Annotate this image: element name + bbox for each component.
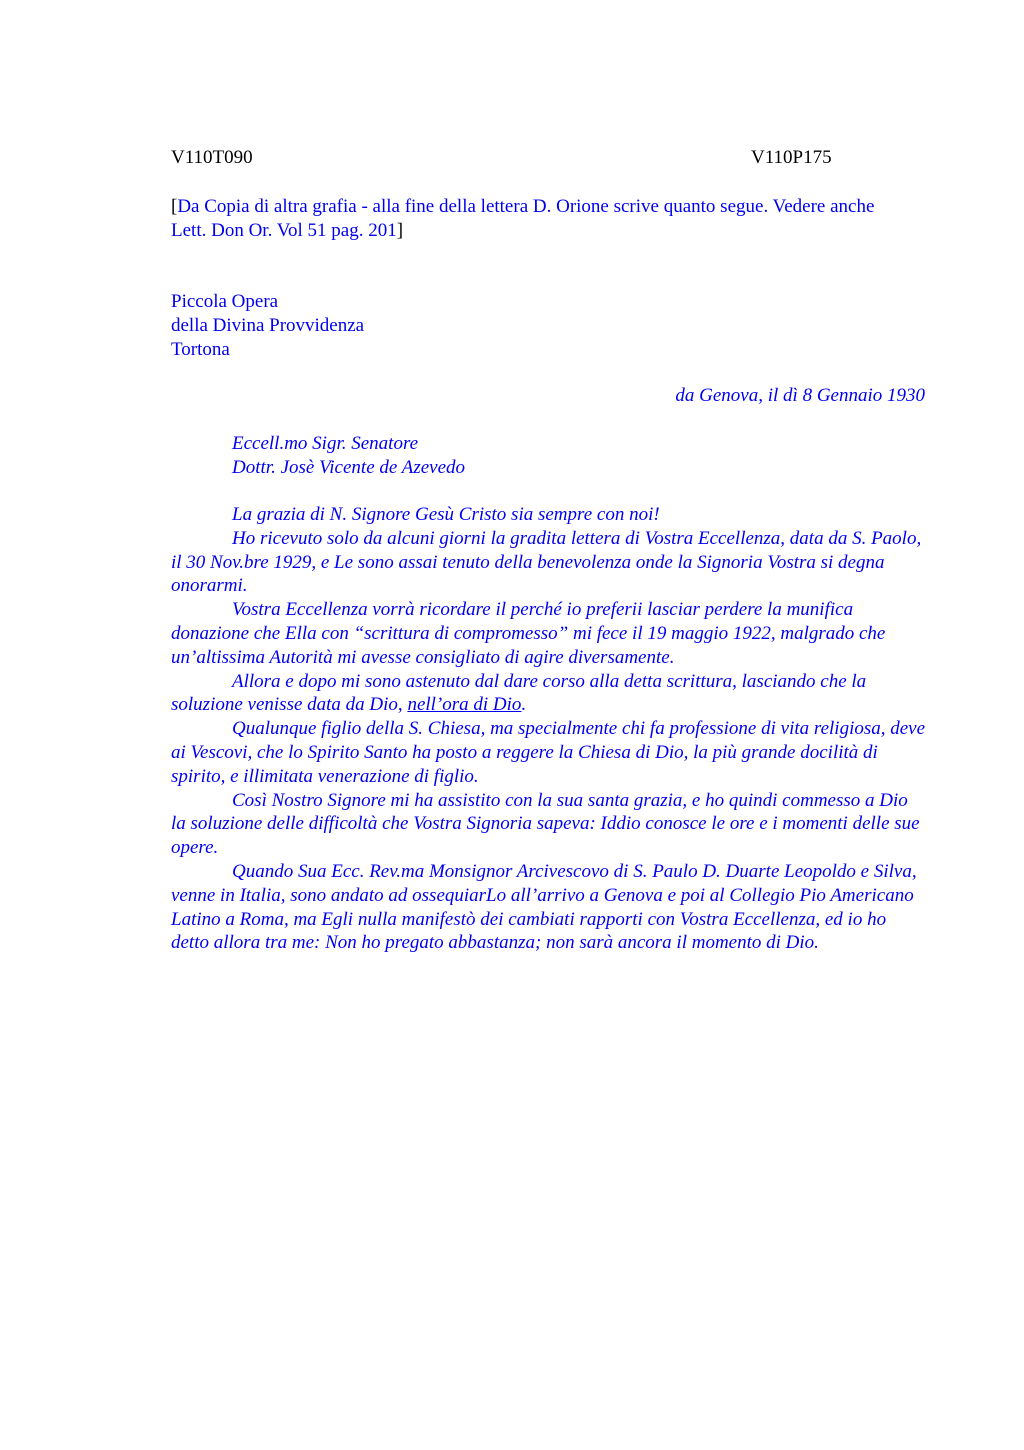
- addressee-line-1: Eccell.mo Sigr. Senatore: [232, 433, 419, 454]
- sender-block: [171, 290, 364, 361]
- paragraph-3: Vostra Eccellenza vorrà ricordare il perché io preferii lasciar perdere la munifica donazione che Ella con “scrittura di compromesso” mi fece il 19 maggio 1922, malgrado che un’altissima Autorità mi avesse consigliato di agire diversamente.: [171, 599, 886, 668]
- paragraph-4-text: Allora e dopo mi sono astenuto dal dare corso alla detta scrittura, lasciando che la soluzione venisse data da Dio,: [171, 670, 867, 716]
- letter-body: [171, 503, 926, 955]
- sender-line-2: della Divina Provvidenza: [171, 314, 365, 336]
- addressee-line-2: Dottr. Josè Vicente de Azevedo: [232, 456, 466, 478]
- note-open-bracket: [: [171, 196, 178, 217]
- paragraph-4: [171, 670, 926, 718]
- reference-code-left: V110T090: [171, 147, 253, 168]
- paragraph-7: Quando Sua Ecc. Rev.ma Monsignor Arcivescovo di S. Paulo D. Duarte Leopoldo e Silva, venne in Italia, sono andato ad ossequiarLo all’arrivo a Genova e poi al Collegio Pio Americano Latino a Roma, ma Egli nulla manifestò dei cambiati rapporti con Vostra Eccellenza, ed io ho detto allora tra me: Non ho pregato abbastanza; non sarà ancora il momento di Dio.: [171, 860, 917, 954]
- underlined-phrase: nell’ora di Dio: [407, 694, 522, 716]
- paragraph-6: Così Nostro Signore mi ha assistito con la sua santa grazia, e ho quindi commesso a Dio la soluzione delle difficoltà che Vostra Signoria sapeva: Iddio conosce le ore e i momenti delle sue opere.: [171, 789, 920, 859]
- paragraph-5: Qualunque figlio della S. Chiesa, ma specialmente chi fa professione di vita religiosa, deve ai Vescovi, che lo Spirito Santo ha posto a reggere la Chiesa di Dio, la più grande docilità di spirito, e illimitata venerazione di figlio.: [171, 718, 926, 787]
- letter-date: da Genova, il dì 8 Gennaio 1930: [675, 385, 925, 406]
- sender-line-1: Piccola Opera: [171, 291, 279, 312]
- note-text: Da Copia di altra grafia - alla fine della lettera D. Orione scrive quanto segue. Vedere anche Lett. Don Or. Vol 51 pag. 201: [171, 196, 875, 241]
- letter-page: [171, 0, 931, 1450]
- paragraph-greeting: La grazia di N. Signore Gesù Cristo sia sempre con noi!: [232, 504, 660, 525]
- sender-line-3: Tortona: [171, 338, 230, 360]
- reference-code-right: V110P175: [751, 147, 832, 168]
- addressee-block: [232, 432, 465, 480]
- editorial-note: [171, 195, 911, 243]
- paragraph-4-end: .: [521, 694, 527, 716]
- note-close-bracket: ]: [396, 219, 404, 241]
- paragraph-2: Ho ricevuto solo da alcuni giorni la gradita lettera di Vostra Eccellenza, data da S. Paolo, il 30 Nov.bre 1929, e Le sono assai tenuto della benevolenza onde la Signoria Vostra si degna onorarmi.: [171, 527, 922, 597]
